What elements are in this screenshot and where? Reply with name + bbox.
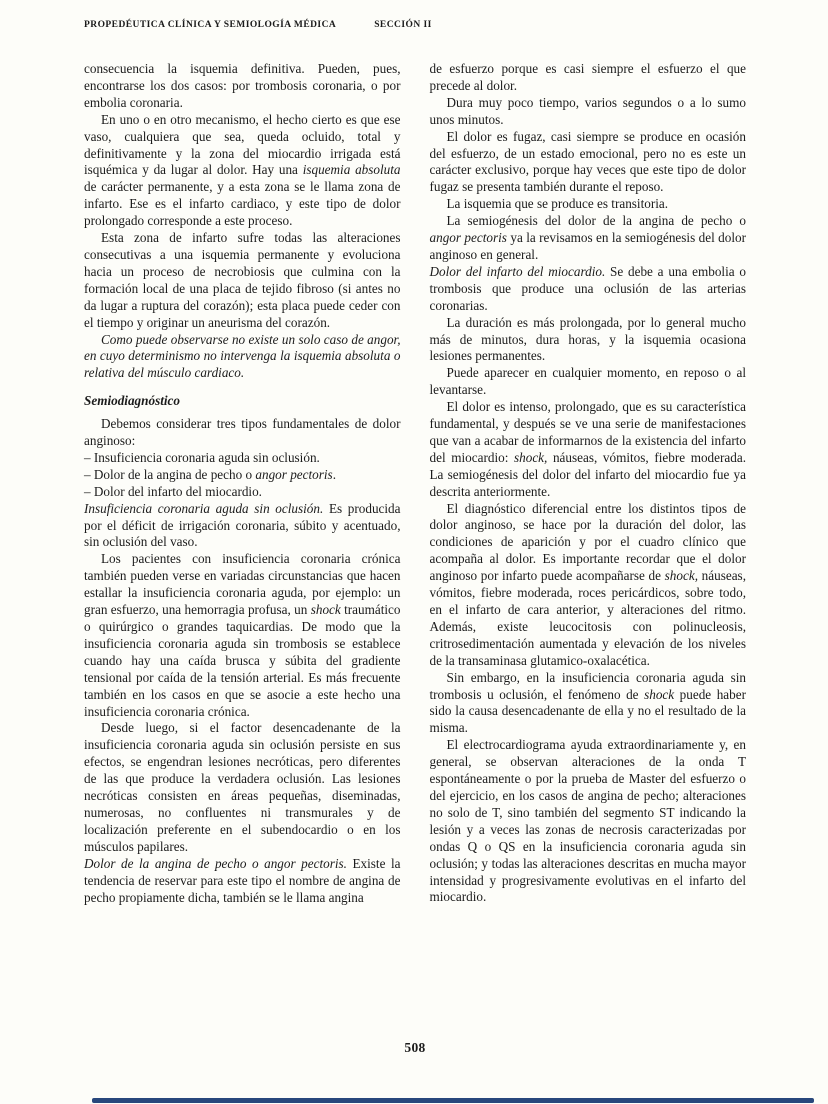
- paragraph: El electrocardiograma ayuda extraordinariamente y, en general, se observan alteraciones de la onda T espontáneamente o por la prueba de Master del esfuerzo o del ejercicio, en los casos de angina de pecho; alteraciones no solo de T, sino también del segmento ST indicando la lesión y a veces las zonas de necrosis caracterizadas por ondas Q o QS en la insuficiencia coronaria aguda sin oclusión; y todas las alteraciones descritas en mucha mayor intensidad y progresivamente evolutivas en el infarto del miocardio.: [429, 737, 746, 905]
- paragraph: Puede aparecer en cualquier momento, en reposo o al levantarse.: [429, 365, 746, 398]
- right-column: [430, 61, 747, 906]
- list-item: – Dolor de la angina de pecho o angor pectoris.: [84, 466, 336, 482]
- list-item: – Insuficiencia coronaria aguda sin oclusión.: [84, 449, 320, 465]
- paragraph: Esta zona de infarto sufre todas las alteraciones consecutivas a una isquemia permanente y evoluciona hacia un proceso de necrobiosis que culmina con la formación local de una placa de tejido fibroso (si antes no da lugar a ruptura del corazón); esta placa puede ceder con el tiempo y originar un aneurisma del corazón.: [84, 230, 401, 330]
- definition-paragraph: Dolor de la angina de pecho o angor pectoris. Existe la tendencia de reservar para este tipo el nombre de angina de pecho propiamente dicha, también se le llama angina: [84, 855, 401, 905]
- definition-paragraph: Insuficiencia coronaria aguda sin oclusión. Es producida por el déficit de irrigación coronaria, súbito y acentuado, sin oclusión del vaso.: [84, 500, 401, 550]
- left-column: [84, 61, 401, 906]
- paragraph: Debemos considerar tres tipos fundamentales de dolor anginoso:: [84, 416, 401, 449]
- paragraph: La isquemia que se produce es transitoria.: [446, 196, 669, 212]
- definition-paragraph: Dolor del infarto del miocardio. Se debe a una embolia o trombosis que produce una oclusión de las arterias coronarias.: [429, 263, 746, 313]
- paragraph: La duración es más prolongada, por lo general mucho más de minutos, dura horas, y la isquemia ocasiona lesiones permanentes.: [429, 314, 746, 364]
- text-columns: [84, 61, 746, 906]
- section-label: SECCIÓN II: [374, 20, 432, 30]
- paragraph: El dolor es fugaz, casi siempre se produce en ocasión del esfuerzo, de un estado emocional, pero no es este un carácter exclusivo, porque hay veces que este tipo de dolor fugaz se presenta también durante el reposo.: [429, 128, 746, 195]
- paragraph: Sin embargo, en la insuficiencia coronaria aguda sin trombosis u oclusión, el fenómeno de shock puede haber sido la causa desencadenante de ella y no el resultado de la misma.: [429, 669, 746, 736]
- paragraph: La semiogénesis del dolor de la angina de pecho o angor pectoris ya la revisamos en la semiogénesis del dolor anginoso en general.: [429, 213, 746, 262]
- paragraph: En uno o en otro mecanismo, el hecho cierto es que ese vaso, cualquiera que sea, queda ocluido, total y definitivamente y la zona del miocardio irrigada está isquémica y da lugar al dolor. Hay una isquemia absoluta de carácter permanente, y a esta zona se le llama zona de infarto. Ese es el infarto cardiaco, y este tipo de dolor prolongado corresponde a este proceso.: [84, 111, 401, 229]
- paragraph: Desde luego, si el factor desencadenante de la insuficiencia coronaria aguda sin oclusión persiste en sus efectos, se engendran lesiones necróticas, pero diferentes de las que produce la verdadera oclusión. Las lesiones necróticas consisten en áreas pequeñas, diseminadas, numerosas, no confluentes ni transmurales y de localización preferente en el subendocardio o en los músculos papilares.: [84, 720, 401, 854]
- paragraph: El diagnóstico diferencial entre los distintos tipos de dolor anginoso, se hace por la duración del dolor, las condiciones de aparición y por el cuadro clínico que acompaña al dolor. Es importante recordar que el dolor anginoso por infarto puede acompañarse de shock, náuseas, vómitos, fiebre moderada, roces pericárdicos, sobre todo, en el infarto de cara anterior, y alteraciones del ritmo. Además, existe leucocitosis con polinucleosis, critrosedimentación aumentada y elevación de los niveles de la transaminasa glutamico-oxalacética.: [429, 500, 746, 668]
- paragraph: consecuencia la isquemia definitiva. Pueden, pues, encontrarse los dos casos: por trombosis coronaria, o por embolia coronaria.: [84, 61, 401, 110]
- running-title: PROPEDÉUTICA CLÍNICA Y SEMIOLOGÍA MÉDICA: [84, 20, 337, 30]
- paragraph: de esfuerzo porque es casi siempre el esfuerzo el que precede al dolor.: [429, 61, 746, 93]
- paragraph: Dura muy poco tiempo, varios segundos o a lo sumo unos minutos.: [429, 94, 746, 127]
- page-footer: [84, 1039, 746, 1057]
- scan-edge-artifact: [92, 1098, 814, 1103]
- paragraph: Los pacientes con insuficiencia coronaria crónica también pueden verse en variadas circunstancias que hacen estallar la insuficiencia coronaria aguda, por ejemplo: un gran esfuerzo, una hemorragia profusa, un shock traumático o quirúrgico o grandes taquicardias. De modo que la insuficiencia coronaria aguda sin trombosis se establece cuando hay una caída brusca y súbita del gradiente tensional por caída de la tensión arterial. Es más frecuente también en los casos en que se asocie a este hecho una insuficiencia coronaria crónica.: [84, 551, 401, 719]
- page-number: 508: [404, 1040, 426, 1055]
- section-heading: Semiodiagnóstico: [84, 393, 180, 409]
- paragraph: El dolor es intenso, prolongado, que es su característica fundamental, y después se ve una serie de manifestaciones que van a acabar de informarnos de la existencia del infarto del miocardio: shock, náuseas, vómitos, fiebre moderada. La semiogénesis del dolor del infarto del miocardio fue ya descrita anteriormente.: [429, 399, 746, 499]
- paragraph: Como puede observarse no existe un solo caso de angor, en cuyo determinismo no intervenga la isquemia absoluta o relativa del músculo cardiaco.: [84, 331, 401, 381]
- running-header: [84, 20, 745, 30]
- list-item: – Dolor del infarto del miocardio.: [84, 483, 262, 499]
